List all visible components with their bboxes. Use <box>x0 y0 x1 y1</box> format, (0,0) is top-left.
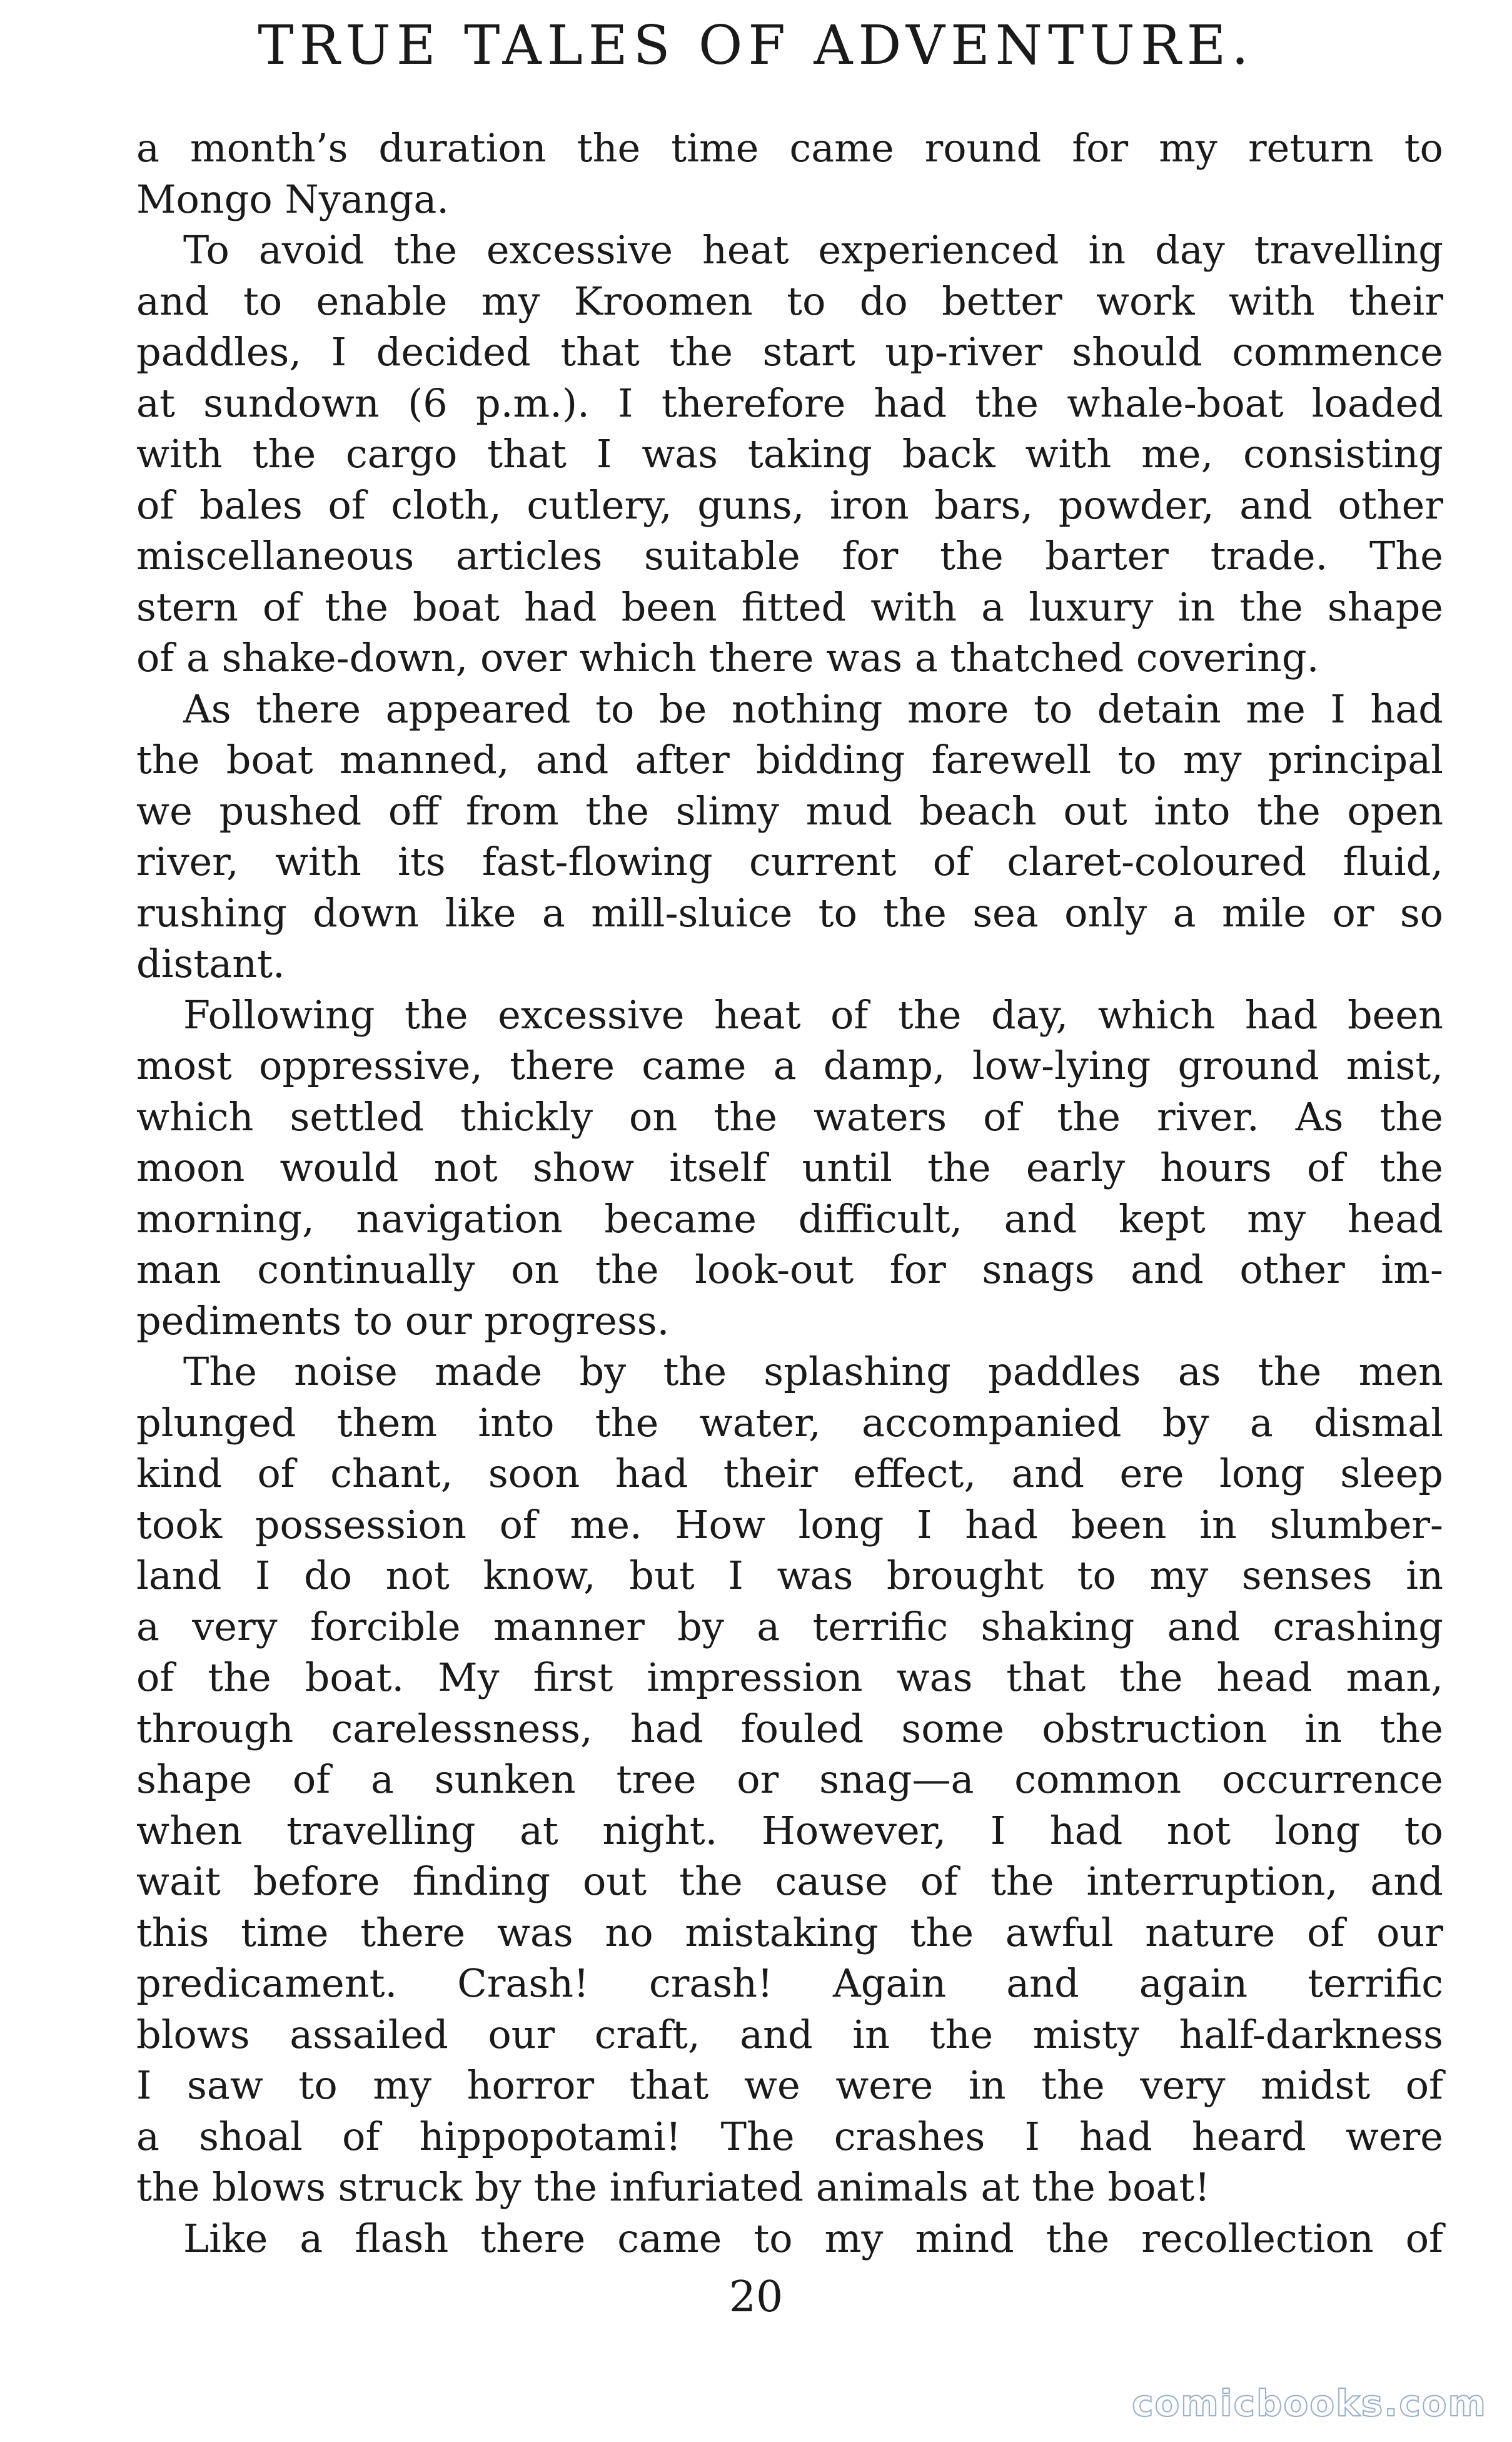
text-line: and to enable my Kroomen to do better work with their <box>136 278 1443 324</box>
text-line: morning, navigation became difficult, and kept my head <box>136 1195 1443 1242</box>
text-line: miscellaneous articles suitable for the barter trade. The <box>136 533 1443 579</box>
text-line: predicament. Crash! crash! Again and again terrific <box>136 1960 1443 2006</box>
text-line: paddles, I decided that the start up-river should commence <box>136 329 1443 375</box>
text-line: of bales of cloth, cutlery, guns, iron bars, powder, and other <box>136 482 1443 528</box>
text-line: kind of chant, soon had their effect, and ere long sleep <box>136 1451 1443 1496</box>
running-header: TRUE TALES OF ADVENTURE. <box>258 14 1254 77</box>
text-line: I saw to my horror that we were in the very midst of <box>136 2062 1443 2108</box>
text-line: wait before finding out the cause of the interruption, and <box>136 1858 1443 1904</box>
text-line: stern of the boat had been fitted with a luxury in the shape <box>136 584 1443 630</box>
text-line: a shoal of hippopotami! The crashes I had heard were <box>136 2113 1443 2159</box>
text-line: this time there was no mistaking the awful nature of our <box>136 1909 1443 1955</box>
text-line: the blows struck by the infuriated animals at the boat! <box>136 2164 1211 2210</box>
text-line: shape of a sunken tree or snag—a common occurrence <box>136 1756 1443 1802</box>
text-line: distant. <box>136 941 285 986</box>
text-line: plunged them into the water, accompanied by a dismal <box>136 1399 1443 1446</box>
text-line: the boat manned, and after bidding farewell to my principal <box>136 737 1443 783</box>
text-line: a month’s duration the time came round for my return to <box>136 125 1443 171</box>
text-line: took possession of me. How long I had been in slumber- <box>136 1501 1443 1548</box>
text-line: man continually on the look-out for snags and other im- <box>136 1247 1443 1292</box>
text-line: moon would not show itself until the early hours of the <box>136 1145 1443 1190</box>
text-line: blows assailed our craft, and in the misty half-darkness <box>136 2011 1443 2057</box>
text-line: a very forcible manner by a terrific shaking and crashing <box>136 1603 1443 1649</box>
text-line: at sundown (6 p.m.). I therefore had the whale-boat loaded <box>136 380 1443 426</box>
paragraph-start-line: As there appeared to be nothing more to detain me I had <box>183 686 1443 732</box>
text-line: through carelessness, had fouled some obstruction in the <box>136 1705 1443 1751</box>
text-line: when travelling at night. However, I had not long to <box>136 1807 1443 1853</box>
text-line: rushing down like a mill-sluice to the sea only a mile or so <box>136 889 1443 936</box>
text-line: land I do not know, but I was brought to my senses in <box>136 1553 1443 1598</box>
text-line: of a shake-down, over which there was a thatched covering. <box>136 635 1319 681</box>
text-line: we pushed off from the slimy mud beach out into the open <box>136 788 1443 834</box>
text-line: with the cargo that I was taking back with me, consisting <box>136 431 1443 477</box>
paragraph-start-line: The noise made by the splashing paddles as the men <box>183 1349 1443 1394</box>
text-line: Mongo Nyanga. <box>136 176 449 222</box>
watermark-logo: comicbooks.com <box>1132 2382 1487 2424</box>
page-number: 20 <box>728 2272 784 2322</box>
article-body <box>136 123 1443 2264</box>
paragraph-start-line: Like a flash there came to my mind the recollection of <box>183 2215 1443 2261</box>
text-line: pediments to our progress. <box>136 1297 670 1344</box>
paragraph-start-line: To avoid the excessive heat experienced in day travelling <box>183 227 1443 273</box>
text-line: river, with its fast-flowing current of claret-coloured fluid, <box>136 839 1443 884</box>
text-line: which settled thickly on the waters of the river. As the <box>136 1093 1443 1140</box>
paragraph-start-line: Following the excessive heat of the day, which had been <box>183 991 1443 1038</box>
text-line: most oppressive, there came a damp, low-lying ground mist, <box>136 1043 1443 1088</box>
text-line: of the boat. My first impression was that the head man, <box>136 1654 1443 1700</box>
